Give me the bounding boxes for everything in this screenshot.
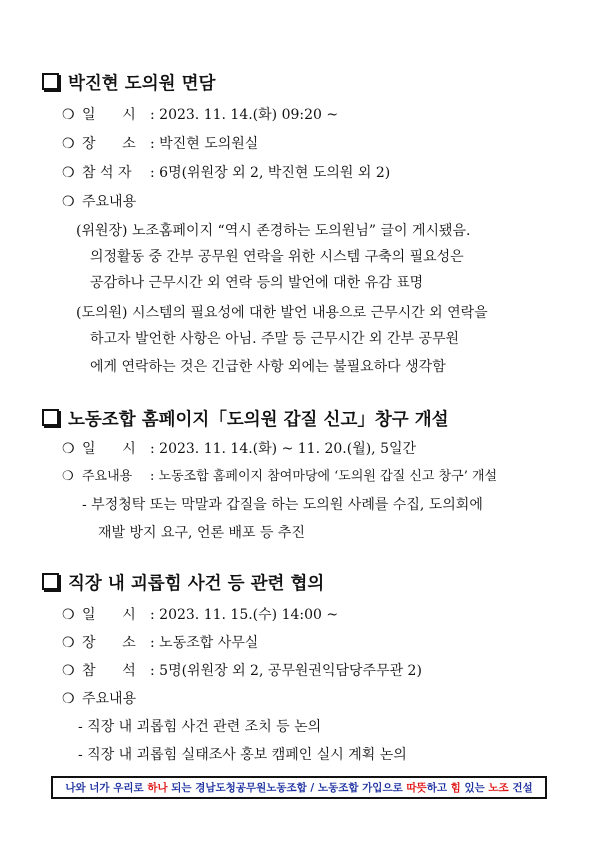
footer-highlight: 힘 <box>450 782 461 794</box>
s1-content-line: 공감하나 근무시간 외 연락 등의 발언에 대한 유감 표명 <box>90 275 424 291</box>
circle-bullet-icon: ❍ <box>62 469 74 484</box>
s2-date-label: 일 시 <box>82 441 136 457</box>
section-3-title: 직장 내 괴롭힘 사건 등 관련 협의 <box>68 574 325 594</box>
footer-text-part: 하고 <box>426 782 451 794</box>
circle-bullet-icon: ❍ <box>62 136 75 152</box>
s1-attendees-value: : 6명(위원장 외 2, 박진현 도의원 외 2) <box>150 165 391 181</box>
footer-highlight: 하나 <box>147 782 168 794</box>
s3-place-value: : 노동조합 사무실 <box>150 635 259 651</box>
s3-attendees-value: : 5명(위원장 외 2, 공무원권익담당주무관 2) <box>150 663 422 679</box>
section-3-heading <box>42 570 324 595</box>
checkbox-icon <box>42 73 59 90</box>
s1-place-row <box>62 135 258 153</box>
section-1-heading <box>42 70 215 95</box>
s1-place-label: 장 소 <box>82 136 136 152</box>
section-2-title: 노동조합 홈페이지「도의원 갑질 신고」창구 개설 <box>68 410 449 430</box>
s3-date-row <box>62 606 338 624</box>
s1-date-label: 일 시 <box>82 107 136 123</box>
s3-attendees-label: 참 석 <box>82 663 136 679</box>
s3-content-label: 주요내용 <box>82 691 137 707</box>
s1-content-line: 에게 연락하는 것은 긴급한 사항 외에는 불필요하다 생각함 <box>90 359 446 375</box>
s3-date-label: 일 시 <box>82 607 136 623</box>
s3-place-row <box>62 634 258 652</box>
checkbox-icon <box>42 409 59 426</box>
circle-bullet-icon: ❍ <box>62 635 75 651</box>
s1-date-value: : 2023. 11. 14.(화) 09:20 ~ <box>150 107 339 123</box>
section-2-heading <box>42 406 449 431</box>
s1-attendees-label: 참 석 자 <box>82 165 132 181</box>
footer-text-part: 있는 <box>460 782 489 794</box>
circle-bullet-icon: ❍ <box>62 607 75 623</box>
s3-content-row <box>62 690 136 708</box>
s1-place-value: : 박진현 도의원실 <box>150 136 259 152</box>
footer-text-part: 건설 <box>508 782 533 794</box>
s2-date-value: : 2023. 11. 14.(화) ~ 11. 20.(월), 5일간 <box>150 441 417 457</box>
circle-bullet-icon: ❍ <box>62 165 75 181</box>
s2-content-line: 재발 방지 요구, 언론 배포 등 추진 <box>98 525 305 541</box>
s1-content-line: 하고자 발언한 사항은 아님. 주말 등 근무시간 외 간부 공무원 <box>90 331 460 347</box>
circle-bullet-icon: ❍ <box>62 663 75 679</box>
s1-content-label: 주요내용 <box>82 194 137 210</box>
s2-content-value: : 노동조합 홈페이지 참여마당에 ‘도의원 갑질 신고 창구’ 개설 <box>150 469 498 484</box>
circle-bullet-icon: ❍ <box>62 107 75 123</box>
s1-content-line: 의정활동 중 간부 공무원 연락을 위한 시스템 구축의 필요성은 <box>90 249 464 265</box>
footer-highlight: 따뜻 <box>406 782 427 794</box>
s3-content-line: - 직장 내 괴롭힘 실태조사 홍보 캠페인 실시 계획 논의 <box>78 747 407 763</box>
s1-content-row <box>62 193 136 211</box>
s2-content-label: 주요내용 <box>82 469 133 484</box>
s1-date-row <box>62 106 338 124</box>
s3-date-value: : 2023. 11. 15.(수) 14:00 ~ <box>150 607 339 623</box>
s2-date-row <box>62 440 416 458</box>
footer-slogan-box <box>51 776 547 799</box>
footer-highlight: 노조 <box>488 782 509 794</box>
circle-bullet-icon: ❍ <box>62 691 75 707</box>
footer-text-part: 나와 너가 우리로 <box>65 782 148 794</box>
s3-attendees-row <box>62 662 422 680</box>
s1-content-line: (위원장) 노조홈페이지 “역시 존경하는 도의원님” 글이 게시됐음. <box>76 223 471 239</box>
circle-bullet-icon: ❍ <box>62 441 75 457</box>
s3-place-label: 장 소 <box>82 635 136 651</box>
s3-content-line: - 직장 내 괴롭힘 사건 관련 조치 등 논의 <box>78 719 322 735</box>
section-1-title: 박진현 도의원 면담 <box>68 74 216 94</box>
checkbox-icon <box>42 573 59 590</box>
s2-content-row <box>62 468 497 486</box>
s1-attendees-row <box>62 164 390 182</box>
footer-text-part: 되는 경남도청공무원노동조합 / 노동조합 가입으로 <box>167 782 407 794</box>
s1-content-line: (도의원) 시스템의 필요성에 대한 발언 내용으로 근무시간 외 연락을 <box>76 305 488 321</box>
s2-content-line: - 부정청탁 또는 막말과 갑질을 하는 도의원 사례를 수집, 도의회에 <box>82 497 483 513</box>
circle-bullet-icon: ❍ <box>62 194 75 210</box>
